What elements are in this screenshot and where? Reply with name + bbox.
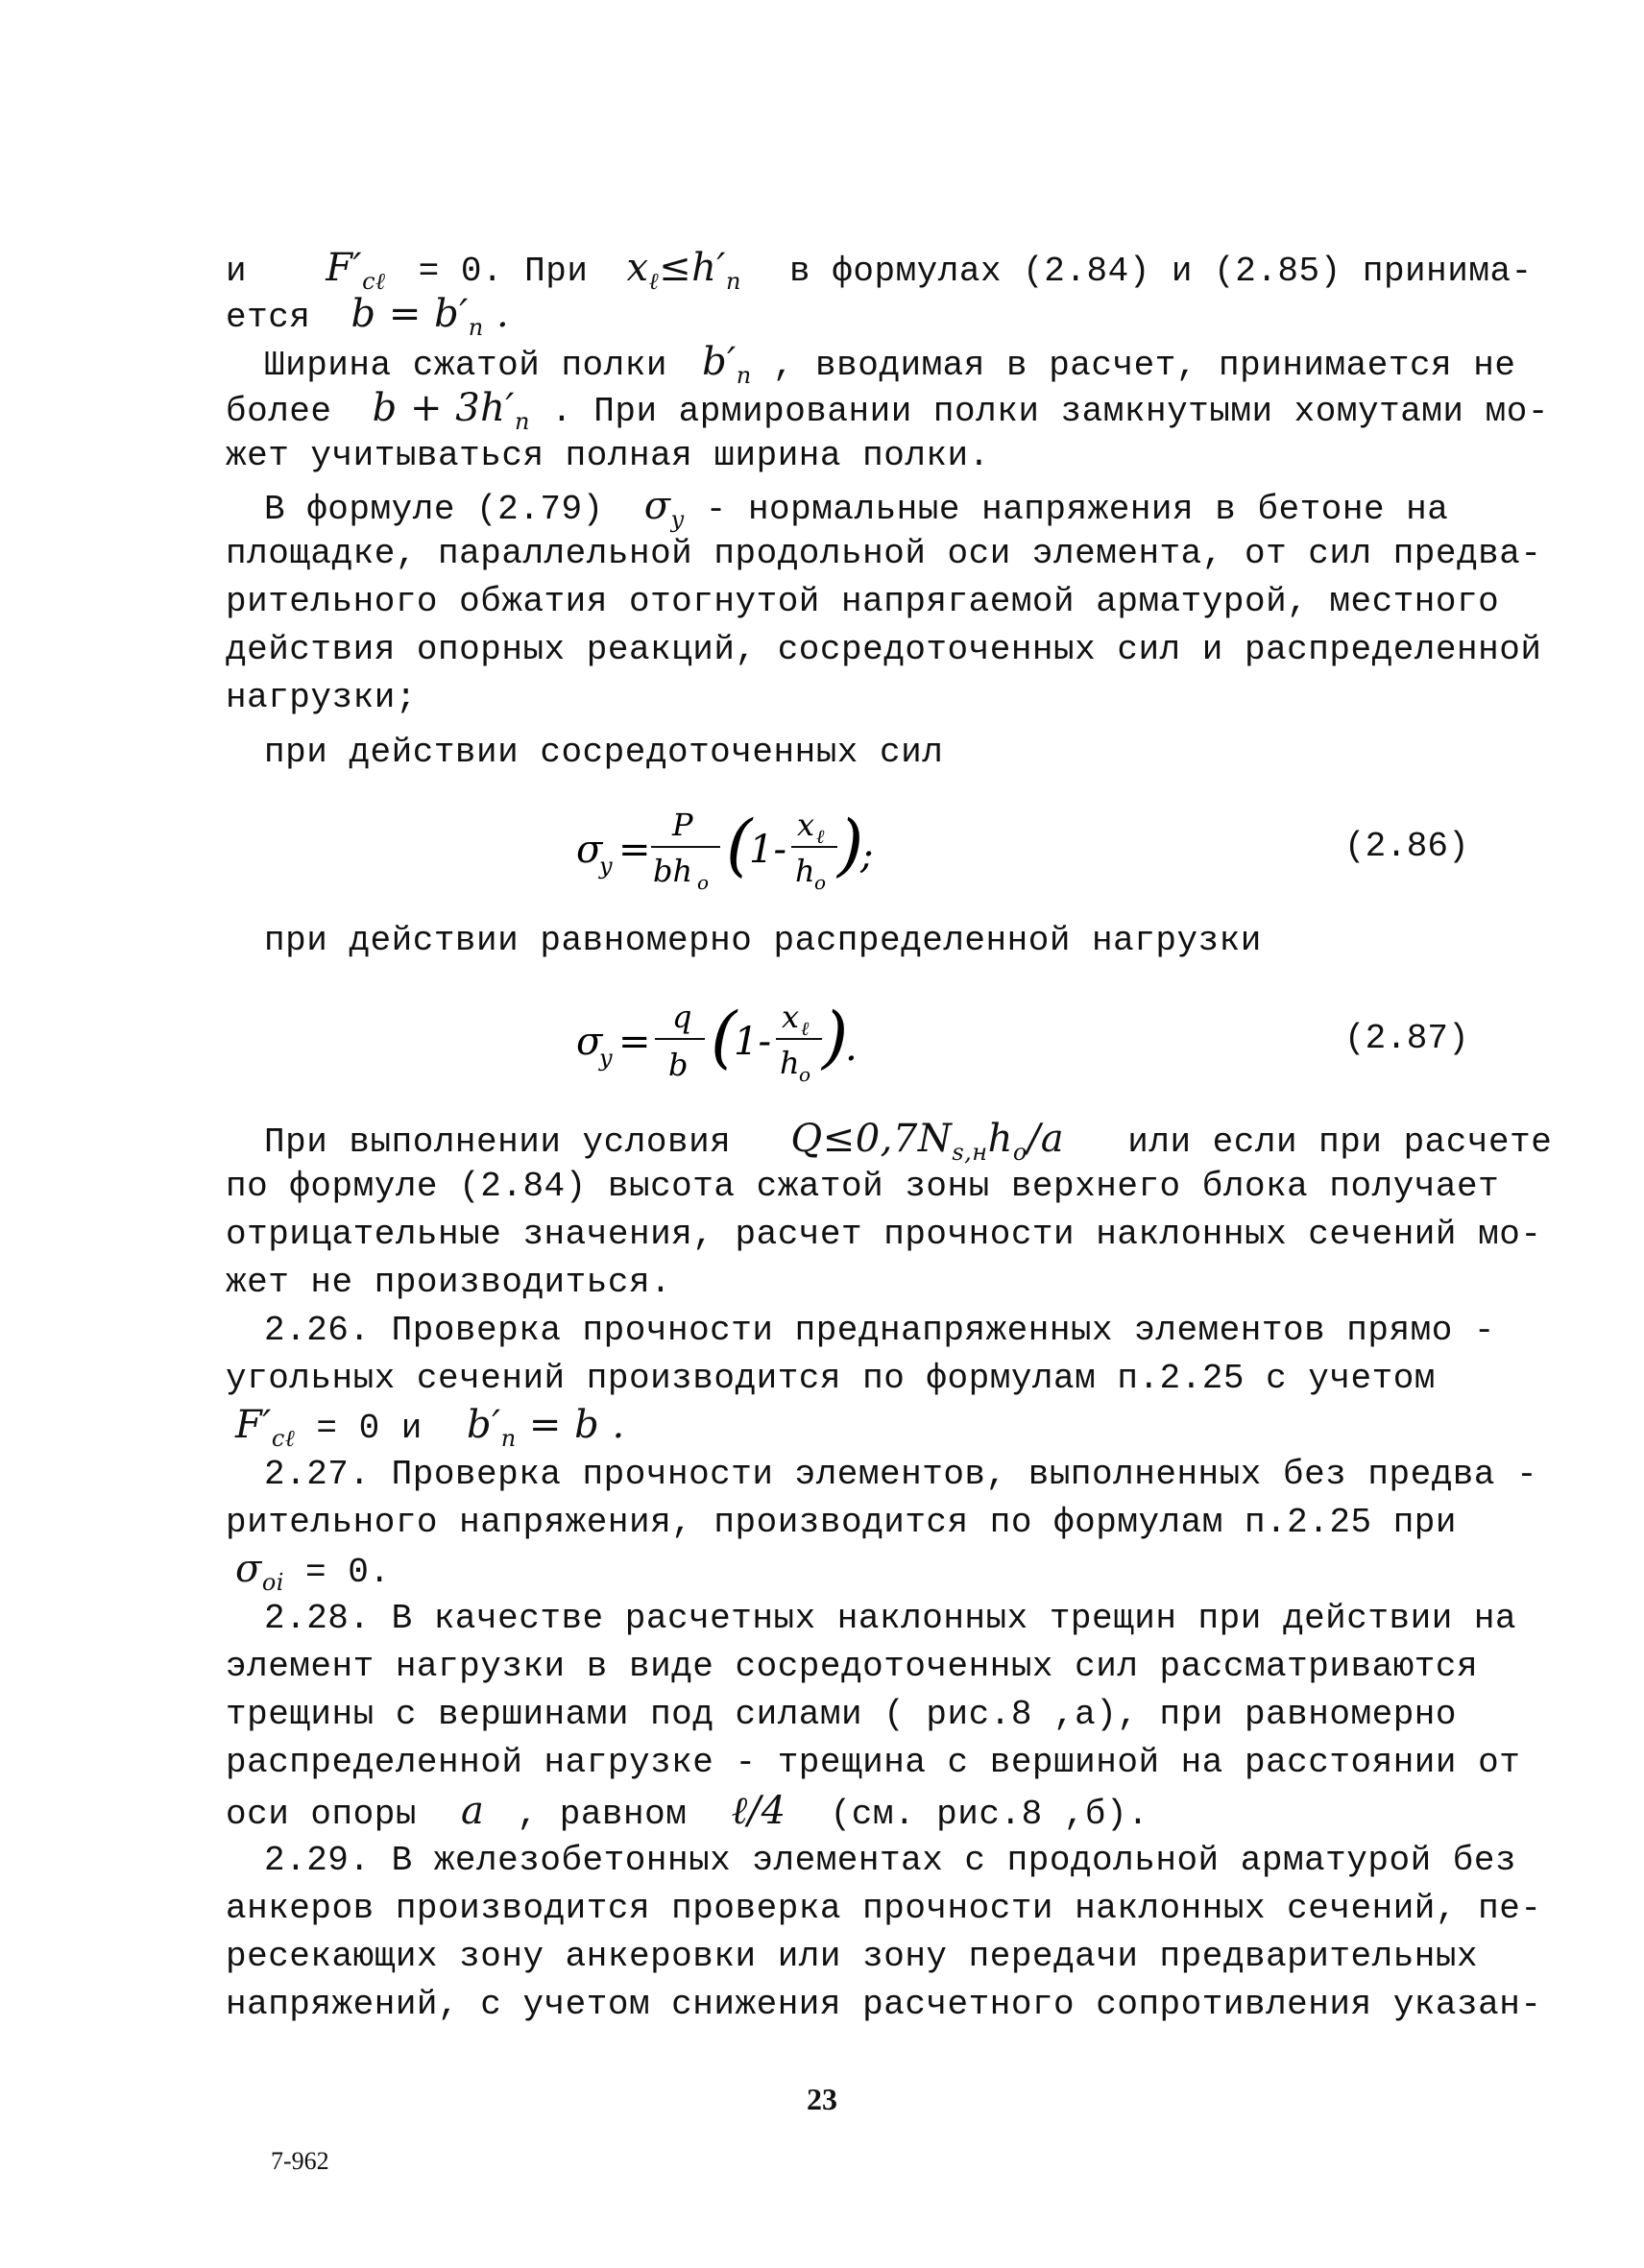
text-line-20 (226, 1452, 1538, 1498)
equation-number: (2.87) (1344, 1019, 1469, 1058)
svg-text:): ) (822, 998, 849, 1076)
text-segment: или если при расчете (1127, 1122, 1553, 1162)
text-segment: 2.28. В качестве расчетных наклонных трещин при действии на (264, 1599, 1517, 1638)
text-segment: = 0 и (316, 1409, 423, 1448)
text-segment: ется (226, 298, 311, 337)
text-line-17 (226, 1308, 1496, 1354)
formula-inline: $\sigma_y$ (643, 484, 685, 533)
text-segment: = 0. При (418, 252, 589, 291)
text-segment: - нормальные напряжения в бетоне на (705, 490, 1449, 529)
svg-text:.: . (845, 1025, 858, 1070)
svg-text:x: x (782, 999, 800, 1035)
text-line-26: распределенной нагрузке - трещина с вершиной на расстоянии от (226, 1743, 1521, 1782)
text-segment: , вводимая в расчет, принимается не (772, 346, 1516, 385)
svg-text:1-: 1- (749, 828, 786, 872)
text-segment: При выполнении условия (264, 1122, 732, 1162)
text-line-31: напряжений, с учетом снижения расчетного сопротивления указан- (226, 1985, 1542, 2024)
svg-text:(: ( (711, 998, 737, 1076)
text-line-14: по формуле (2.84) высота сжатой зоны верхнего блока получает (226, 1167, 1500, 1206)
text-segment: и (226, 252, 248, 291)
text-line-25: трещины с вершинами под силами ( рис.8 ,а), при равномерно (226, 1695, 1458, 1734)
formula-inline: $b'_n = b$ . (467, 1403, 625, 1452)
formula-inline: $F'_{c\ell}$ (326, 246, 386, 295)
formula-inline: $x_\ell\le h'_n$ (626, 246, 741, 295)
svg-text:x: x (797, 807, 815, 843)
text-segment: Ширина сжатой полки (264, 346, 667, 385)
svg-text:y: y (599, 1045, 613, 1072)
text-line-8: рительного обжатия отогнутой напрягаемой арматурой, местного (226, 582, 1500, 621)
text-line-16: жет не производиться. (226, 1263, 672, 1302)
text-line-27 (226, 1788, 1474, 1838)
svg-text:o: o (814, 871, 827, 894)
text-line-28 (226, 1838, 1517, 1884)
svg-text:o: o (799, 1063, 811, 1086)
text-line-24: элемент нагрузки в виде сосредоточенных сил рассматриваются (226, 1647, 1479, 1686)
svg-text:(: ( (726, 806, 753, 884)
text-line-5: жет учитываться полная ширина полки. (226, 436, 990, 475)
svg-text:y: y (599, 853, 613, 880)
svg-text:=: = (618, 828, 651, 872)
text-segment: при действии равномерно распределенной нагрузки (264, 921, 1262, 960)
page-number: 23 (807, 2082, 837, 2116)
text-segment: 2.29. В железобетонных элементах с продольной арматурой без (264, 1841, 1517, 1880)
text-segment: 2.27. Проверка прочности элементов, выполненных без предва - (264, 1455, 1538, 1494)
text-segment: более (226, 392, 332, 431)
svg-text:h: h (795, 853, 815, 889)
text-segment: . При армировании полки замкнутыми хомутами мо- (551, 392, 1549, 431)
text-line-18: угольных сечений производится по формулам п.2.25 с учетом (226, 1359, 1436, 1398)
text-segment: при действии сосредоточенных сил (264, 733, 944, 772)
text-line-21: рительного напряжения, производится по формулам п.2.25 при (226, 1503, 1458, 1542)
svg-text:σ: σ (576, 1020, 603, 1064)
formula-2-86 (576, 797, 979, 903)
text-segment: В формуле (2.79) (264, 490, 604, 529)
formula-inline: $b = b'_n$ . (351, 292, 510, 341)
formula-inline: $b + 3h'_n$ (372, 386, 530, 435)
svg-text:q: q (672, 999, 692, 1035)
svg-text:1-: 1- (734, 1020, 771, 1064)
svg-text:o: o (697, 871, 710, 894)
svg-text:): ) (837, 806, 864, 884)
formula-inline: ℓ/4 (731, 1789, 786, 1833)
text-line-29: анкеров производится проверка прочности наклонных сечений, пе- (226, 1889, 1542, 1928)
svg-text:ℓ: ℓ (816, 825, 825, 848)
formula-inline: a (461, 1789, 485, 1833)
text-segment: в формулах (2.84) и (2.85) принима- (789, 252, 1533, 291)
text-line-12 (226, 918, 1474, 964)
text-line-9: действия опорных реакций, сосредоточенных сил и распределенной (226, 630, 1542, 669)
text-line-30: ресекающих зону анкеровки или зону передачи предварительных (226, 1937, 1479, 1976)
svg-text:bh: bh (653, 853, 693, 889)
text-segment: = 0. (305, 1553, 391, 1592)
formula-inline: $b'_n$ (702, 340, 752, 389)
formula-inline: $F'_{c\ell}$ (235, 1403, 296, 1452)
text-line-15: отрицательные значения, расчет прочности наклонных сечений мо- (226, 1215, 1542, 1254)
text-segment: оси опоры (226, 1795, 417, 1834)
text-segment: (см. рис.8 ,б). (830, 1795, 1149, 1834)
text-line-11 (226, 730, 1474, 776)
text-line-10: нагрузки; (226, 678, 417, 717)
svg-text:σ: σ (576, 828, 603, 872)
formula-2-87 (576, 989, 979, 1095)
text-segment: , равном (517, 1795, 688, 1834)
print-code: 7-962 (271, 2147, 329, 2175)
formula-inline: $Q\le 0,7N_{s,н}h_o/a$ (790, 1117, 1065, 1166)
text-segment: 2.26. Проверка прочности преднапряженных элементов прямо - (264, 1311, 1496, 1350)
equation-number: (2.86) (1344, 827, 1469, 866)
svg-text:=: = (618, 1020, 651, 1064)
text-line-7: площадке, параллельной продольной оси элемента, от сил предва- (226, 534, 1542, 573)
svg-text:ℓ: ℓ (801, 1017, 810, 1040)
svg-text:b: b (668, 1047, 689, 1083)
svg-text:P: P (672, 807, 693, 843)
formula-inline: $\sigma_{oi}$ (235, 1547, 284, 1596)
svg-text:h: h (780, 1045, 800, 1081)
text-line-23 (226, 1596, 1517, 1642)
svg-text:;: ; (860, 833, 874, 878)
